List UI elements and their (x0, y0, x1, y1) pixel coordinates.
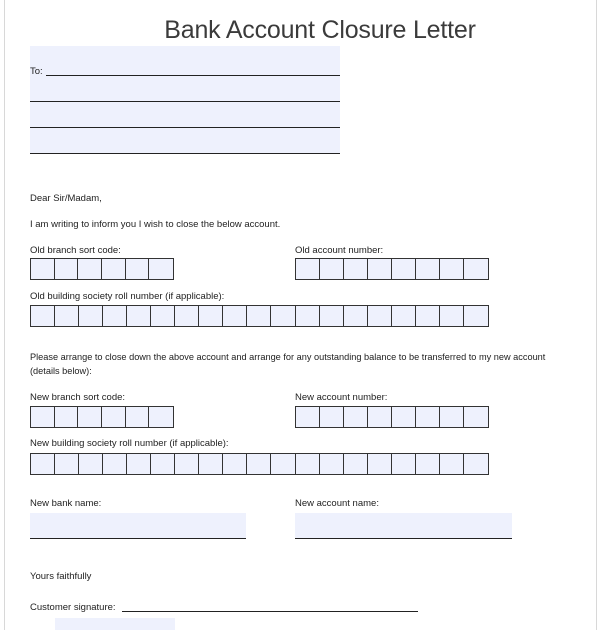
digit-box[interactable] (416, 306, 440, 326)
digit-box[interactable] (440, 259, 464, 279)
digit-box[interactable] (271, 306, 295, 326)
digit-box[interactable] (127, 454, 151, 474)
page-border-right (596, 0, 597, 630)
new-account-number-input[interactable] (295, 406, 489, 428)
new-sort-code-input[interactable] (30, 406, 174, 428)
digit-box[interactable] (464, 306, 488, 326)
new-bank-name-input[interactable] (30, 513, 246, 538)
digit-box[interactable] (149, 259, 173, 279)
digit-box[interactable] (464, 259, 488, 279)
old-account-number-label: Old account number: (295, 245, 384, 256)
salutation: Dear Sir/Madam, (30, 193, 102, 204)
new-roll-number-label: New building society roll number (if applicable): (30, 438, 229, 449)
instruction-line-1: Please arrange to close down the above account and arrange for any outstanding balance to be transferred to my new account (30, 352, 546, 362)
old-account-number-input[interactable] (295, 258, 489, 280)
digit-box[interactable] (149, 407, 173, 427)
signature-label: Customer signature: (30, 602, 116, 613)
digit-box[interactable] (175, 454, 199, 474)
old-sort-code-input[interactable] (30, 258, 174, 280)
digit-box[interactable] (464, 407, 488, 427)
digit-box[interactable] (296, 306, 320, 326)
digit-box[interactable] (296, 259, 320, 279)
digit-box[interactable] (31, 259, 55, 279)
address-line-1 (46, 75, 340, 76)
digit-box[interactable] (55, 407, 79, 427)
digit-box[interactable] (223, 306, 247, 326)
page-title: Bank Account Closure Letter (164, 16, 476, 44)
digit-box[interactable] (103, 306, 127, 326)
digit-box[interactable] (464, 454, 488, 474)
digit-box[interactable] (296, 454, 320, 474)
new-account-name-input[interactable] (295, 513, 512, 538)
digit-box[interactable] (247, 454, 271, 474)
digit-box[interactable] (392, 259, 416, 279)
digit-box[interactable] (416, 407, 440, 427)
old-roll-number-input[interactable] (30, 305, 489, 327)
instruction-line-2: (details below): (30, 366, 92, 376)
digit-box[interactable] (78, 259, 102, 279)
address-field[interactable] (30, 46, 340, 154)
digit-box[interactable] (296, 407, 320, 427)
signature-line (122, 611, 418, 612)
digit-box[interactable] (440, 454, 464, 474)
digit-box[interactable] (102, 259, 126, 279)
digit-box[interactable] (55, 306, 79, 326)
new-account-name-label: New account name: (295, 498, 379, 509)
digit-box[interactable] (55, 259, 79, 279)
to-label: To: (30, 66, 43, 77)
digit-box[interactable] (199, 454, 223, 474)
old-roll-number-label: Old building society roll number (if applicable): (30, 291, 225, 302)
digit-box[interactable] (344, 454, 368, 474)
digit-box[interactable] (55, 454, 79, 474)
digit-box[interactable] (103, 454, 127, 474)
digit-box[interactable] (31, 454, 55, 474)
address-line-4 (30, 153, 340, 154)
digit-box[interactable] (247, 306, 271, 326)
new-roll-number-input[interactable] (30, 453, 489, 475)
digit-box[interactable] (320, 454, 344, 474)
address-line-3 (30, 127, 340, 128)
digit-box[interactable] (392, 454, 416, 474)
digit-box[interactable] (31, 407, 55, 427)
digit-box[interactable] (79, 306, 103, 326)
digit-box[interactable] (127, 306, 151, 326)
address-line-2 (30, 101, 340, 102)
digit-box[interactable] (392, 306, 416, 326)
new-sort-code-label: New branch sort code: (30, 392, 126, 403)
digit-box[interactable] (320, 407, 344, 427)
digit-box[interactable] (416, 259, 440, 279)
digit-box[interactable] (126, 407, 150, 427)
digit-box[interactable] (31, 306, 55, 326)
digit-box[interactable] (416, 454, 440, 474)
digit-box[interactable] (102, 407, 126, 427)
digit-box[interactable] (199, 306, 223, 326)
closing-text: Yours faithfully (30, 571, 92, 582)
digit-box[interactable] (320, 306, 344, 326)
signature-input[interactable] (55, 618, 175, 630)
digit-box[interactable] (368, 407, 392, 427)
digit-box[interactable] (175, 306, 199, 326)
digit-box[interactable] (344, 259, 368, 279)
digit-box[interactable] (78, 407, 102, 427)
digit-box[interactable] (392, 407, 416, 427)
digit-box[interactable] (440, 407, 464, 427)
new-bank-name-label: New bank name: (30, 498, 102, 509)
new-bank-name-underline (30, 538, 246, 539)
page-border-left (4, 0, 5, 630)
digit-box[interactable] (368, 454, 392, 474)
digit-box[interactable] (79, 454, 103, 474)
digit-box[interactable] (126, 259, 150, 279)
digit-box[interactable] (440, 306, 464, 326)
digit-box[interactable] (344, 407, 368, 427)
intro-text: I am writing to inform you I wish to close the below account. (30, 219, 281, 230)
digit-box[interactable] (271, 454, 295, 474)
digit-box[interactable] (368, 306, 392, 326)
old-sort-code-label: Old branch sort code: (30, 245, 121, 256)
digit-box[interactable] (151, 454, 175, 474)
new-account-number-label: New account number: (295, 392, 388, 403)
digit-box[interactable] (368, 259, 392, 279)
digit-box[interactable] (344, 306, 368, 326)
digit-box[interactable] (320, 259, 344, 279)
digit-box[interactable] (223, 454, 247, 474)
new-account-name-underline (295, 538, 512, 539)
digit-box[interactable] (151, 306, 175, 326)
